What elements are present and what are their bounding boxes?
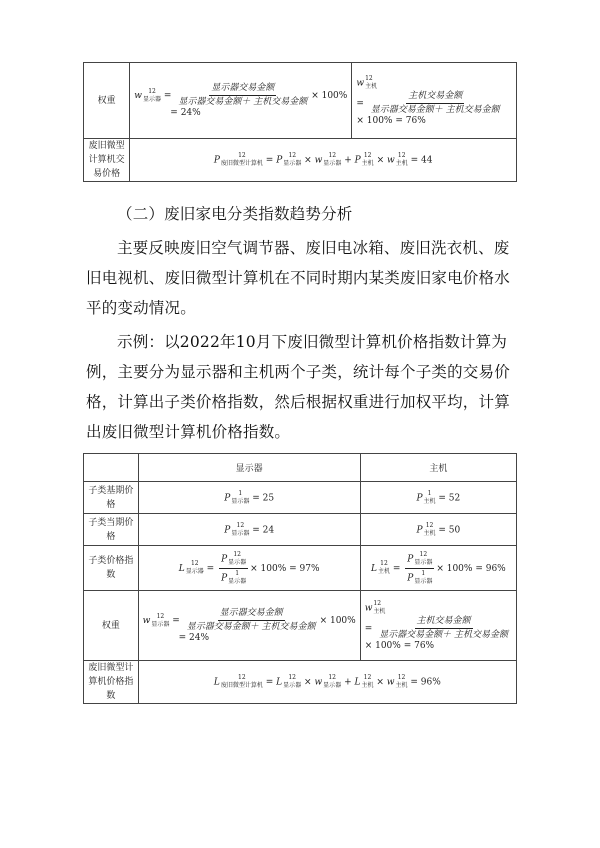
row-label-total-index: 废旧微型计算机价格指数 [84, 661, 139, 704]
price-formula-cell [130, 139, 517, 182]
index-host-formula: L 12 主机 = P 12 显示器 P 1 显示器 × 100% = 96% [370, 550, 506, 585]
table-row [84, 139, 517, 182]
weight-host-formula: w 12 主机 = $\frac{\text{主机交易金额}}{\text{显示器交易金额＋ 主机交易金额}}$ × 100% = 76% [356, 75, 500, 126]
header-display: 显示器 [138, 454, 360, 482]
section-heading: （二）废旧家电分类指数趋势分析 [117, 205, 353, 223]
table-row [84, 546, 517, 591]
row-label-base: 子类基期价格 [84, 482, 139, 514]
index-table [83, 453, 517, 704]
table-row [84, 661, 517, 704]
table-row: 子类基期价格 P 1 显示器 = 25 P 1 主机 = 52 [84, 482, 517, 514]
row-label-index: 子类价格指数 [84, 546, 139, 591]
weight-host-cell [352, 63, 517, 139]
weight-host-formula-2: w 12 主机 = $\frac{\text{主机交易金额}}{\text{显示器交易金额＋ 主机交易金额}}$ × 100% = 76% [364, 600, 508, 651]
weight-display-cell [130, 63, 352, 139]
row-label-weight: 权重 [84, 63, 130, 139]
price-formula: P 12 废旧微型计算机 = P 12 显示器 × w 12 显示器 + P 12 主机 × w 12 主机 = 44 [213, 152, 433, 167]
row-label-price: 废旧微型计算机交易价格 [84, 139, 130, 182]
paragraph-example: 示例：以2022年10月下废旧微型计算机价格指数计算为例，主要分为显示器和主机两个子类，统计每个子类的交易价格，计算出子类价格指数，然后根据权重进行加权平均，计算出废旧微型计算机价格指数。 [86, 333, 510, 441]
index-display-formula: L 12 显示器 = P 12 显示器 P 1 显示器 × 100% = 97% [178, 550, 320, 585]
table-row [84, 591, 517, 661]
header-host: 主机 [360, 454, 516, 482]
paragraph-description: 主要反映废旧空气调节器、废旧电冰箱、废旧洗衣机、废旧电视机、废旧微型计算机在不同时期内某类废旧家电价格水平的变动情况。 [86, 239, 510, 317]
table-header-row [84, 454, 517, 482]
row-label-current: 子类当期价格 [84, 514, 139, 546]
table-row [84, 63, 517, 139]
weights-table-top [83, 62, 517, 182]
row-label-weight-2: 权重 [84, 591, 139, 661]
weight-display-formula: w 12 显示器 = $\frac{\text{显示器交易金额}}{\text{显示器交易金额＋ 主机交易金额}}$ × 100% = 24% [134, 83, 348, 118]
weight-fraction: $\frac{\text{显示器交易金额}}{\text{显示器交易金额＋ 主机交易金额}}$ [178, 83, 308, 107]
total-index-formula: L 12 废旧微型计算机 = L 12 显示器 × w 12 显示器 + L 12 主机 × w 12 主机 = 96% [213, 674, 441, 689]
weight-display-formula-2: w 12 显示器 = $\frac{\text{显示器交易金额}}{\text{显示器交易金额＋ 主机交易金额}}$ × 100% = 24% [142, 608, 356, 643]
table-row: 子类当期价格 P 12 显示器 = 24 P 12 主机 = 50 [84, 514, 517, 546]
